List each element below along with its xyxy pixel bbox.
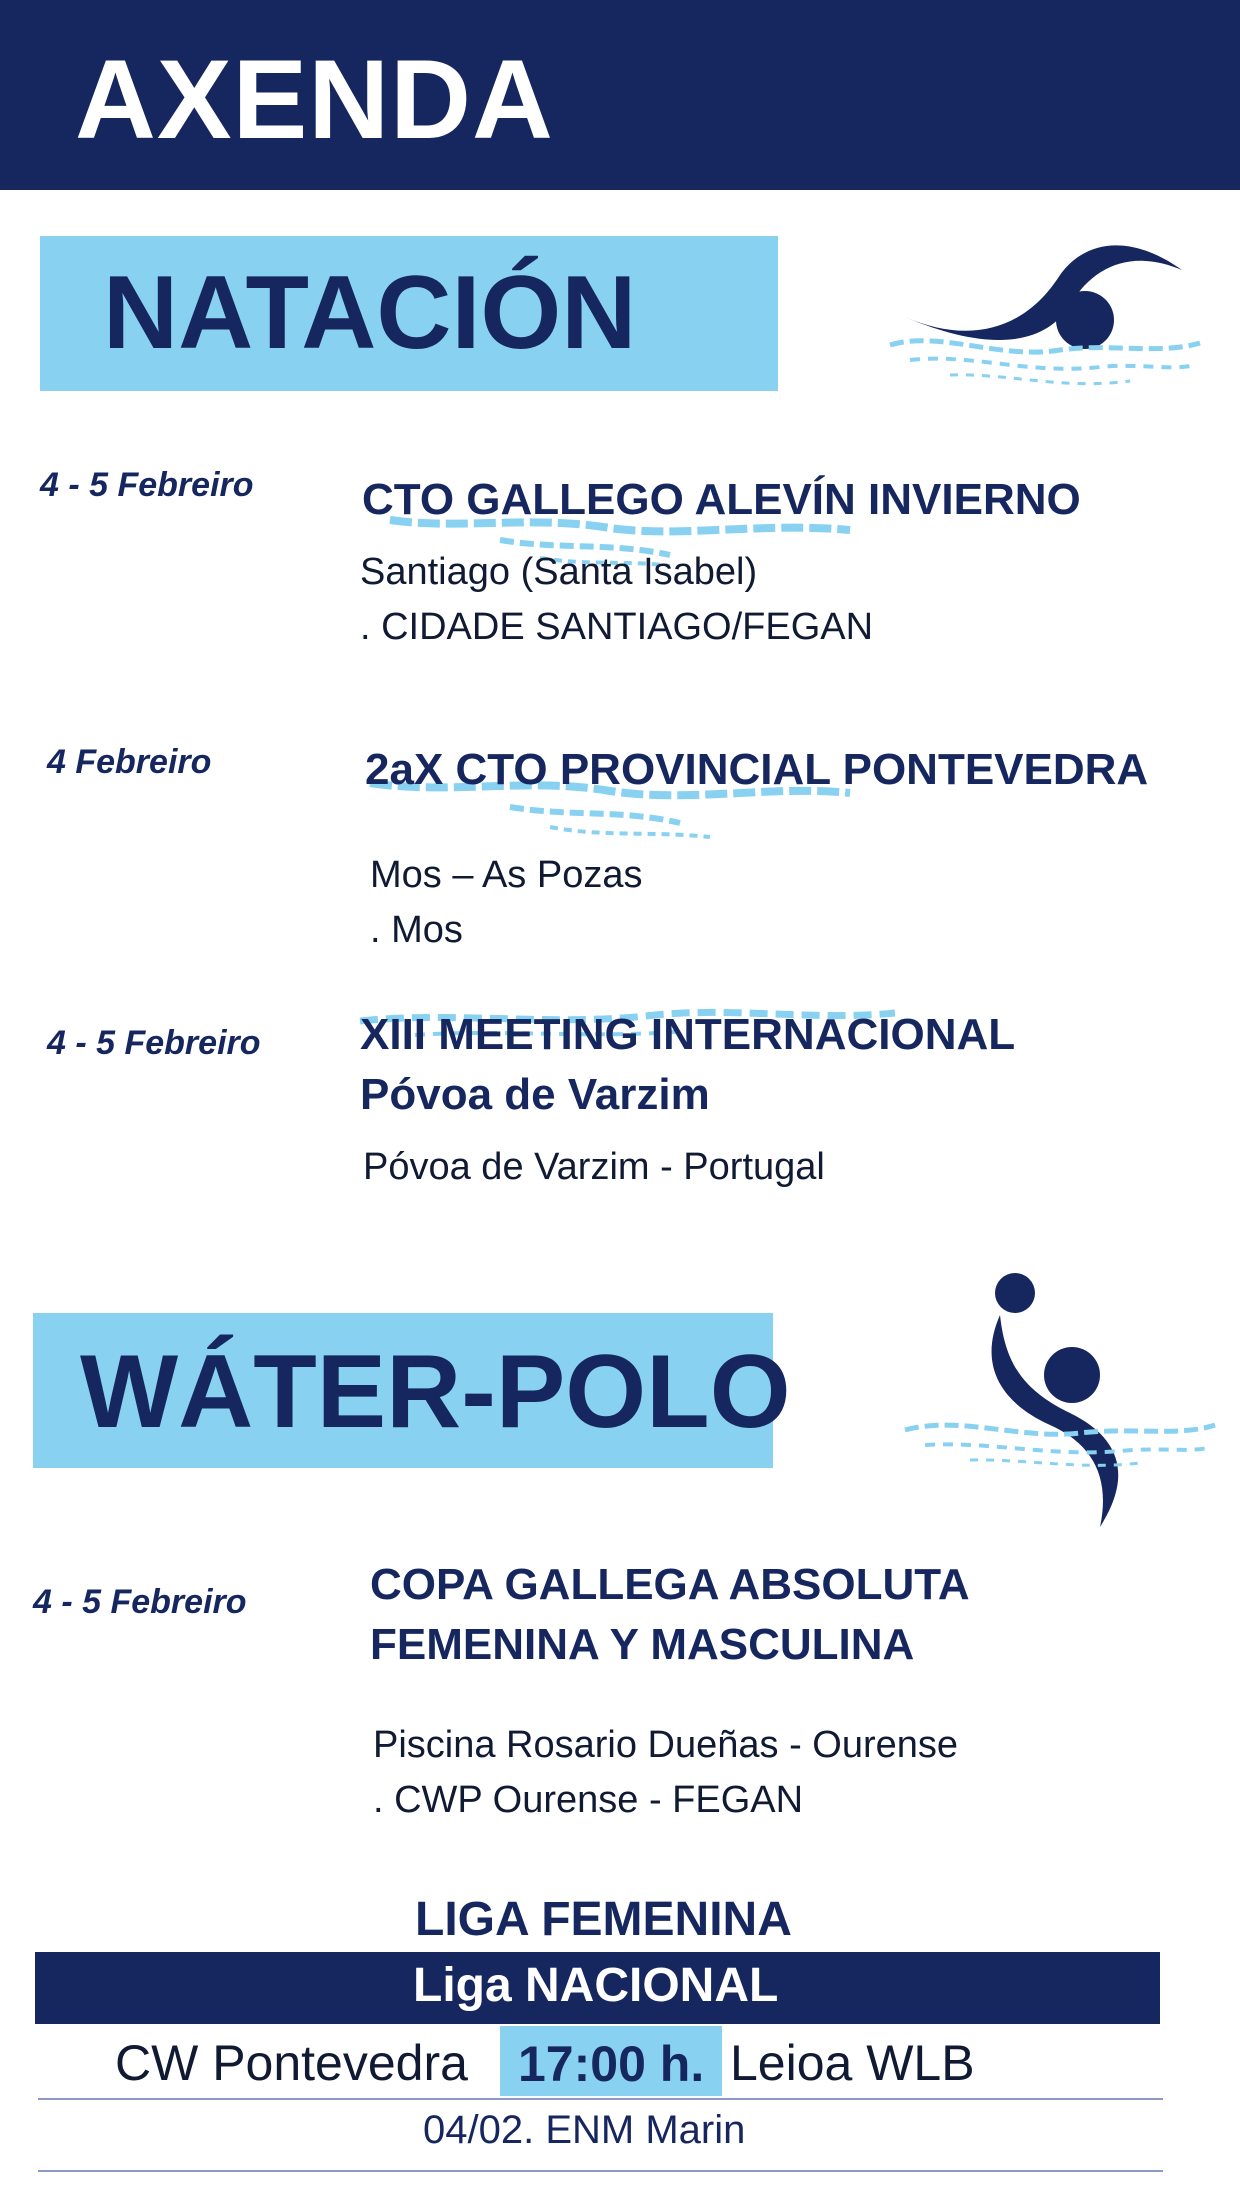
event-date: 4 - 5 Febreiro [47, 1024, 261, 1062]
event-title: XIII MEETING INTERNACIONAL [360, 1010, 1016, 1059]
event-organizer: . Mos [370, 909, 463, 951]
match-away-team: Leioa WLB [730, 2035, 975, 2091]
event-subtitle: FEMENINA Y MASCULINA [370, 1620, 915, 1669]
match-venue: 04/02. ENM Marin [423, 2108, 746, 2152]
event-location: Póvoa de Varzim - Portugal [363, 1146, 825, 1188]
divider-line [38, 2098, 1163, 2100]
event-title: COPA GALLEGA ABSOLUTA [370, 1560, 970, 1609]
event-title: 2aX CTO PROVINCIAL PONTEVEDRA [365, 745, 1149, 794]
swimmer-icon [880, 225, 1210, 395]
page-title: AXENDA [75, 37, 554, 162]
natacion-section-title: NATACIÓN [103, 255, 637, 371]
event-title: CTO GALLEGO ALEVÍN INVIERNO [362, 475, 1081, 524]
event-date: 4 - 5 Febreiro [33, 1583, 247, 1621]
event-date: 4 Febreiro [47, 743, 212, 781]
liga-subtitle: Liga NACIONAL [413, 1959, 779, 2012]
event-subtitle: Póvoa de Varzim [360, 1070, 710, 1119]
waterpolo-section-title: WÁTER-POLO [80, 1334, 791, 1450]
event-location: Santiago (Santa Isabel) [360, 551, 758, 593]
event-location: Piscina Rosario Dueñas - Ourense [373, 1724, 959, 1766]
event-organizer: . CWP Ourense - FEGAN [373, 1779, 804, 1821]
event-organizer: . CIDADE SANTIAGO/FEGAN [360, 606, 874, 648]
match-time: 17:00 h. [518, 2036, 705, 2092]
liga-title: LIGA FEMENINA [415, 1893, 792, 1946]
match-home-team: CW Pontevedra [115, 2035, 468, 2091]
divider-line [38, 2170, 1163, 2172]
event-location: Mos – As Pozas [370, 854, 643, 896]
water-polo-player-icon [900, 1265, 1220, 1535]
event-date: 4 - 5 Febreiro [40, 466, 254, 504]
